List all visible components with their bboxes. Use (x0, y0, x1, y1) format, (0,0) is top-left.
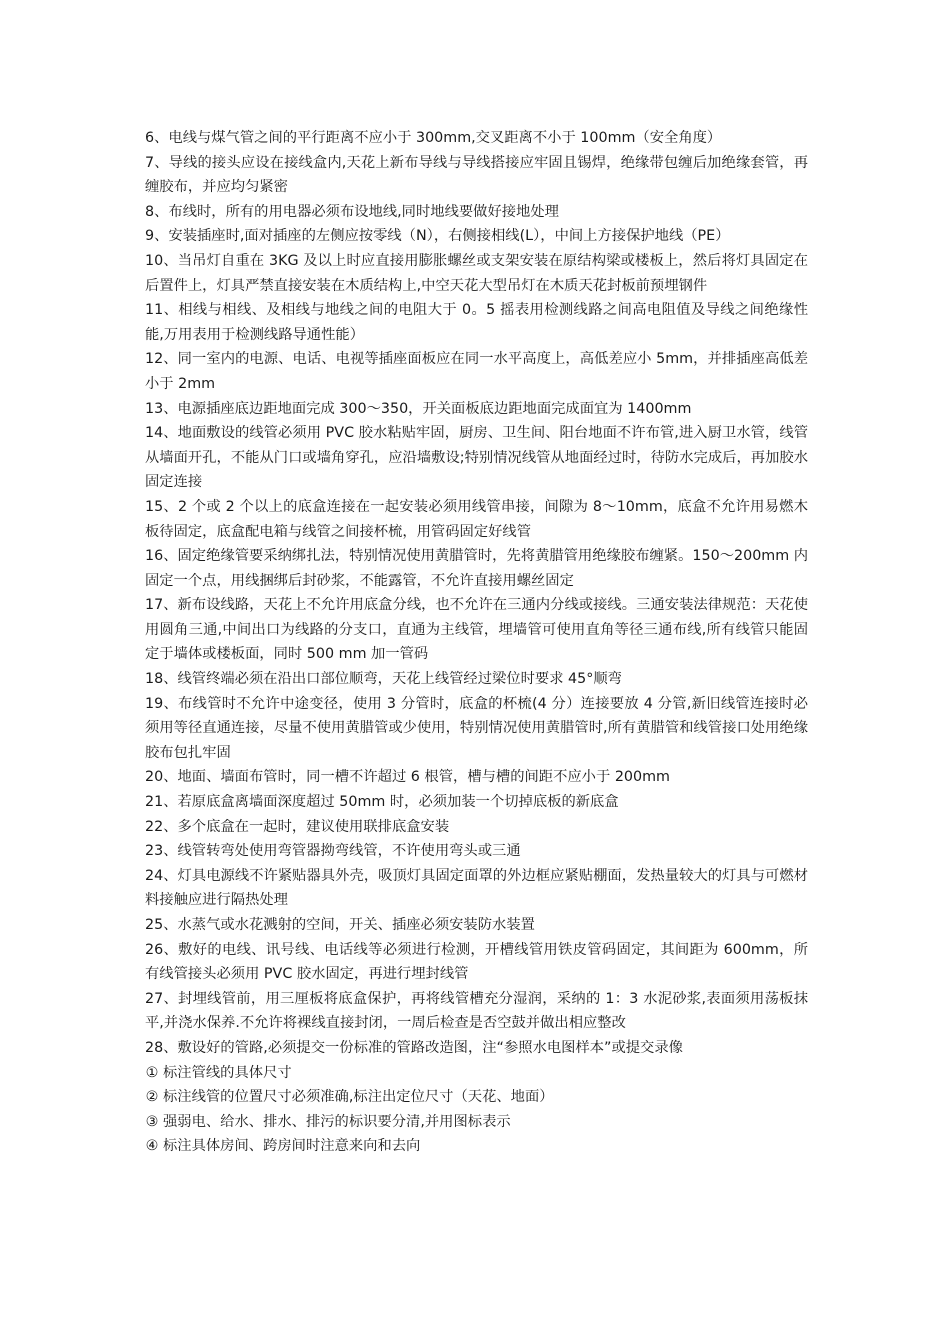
paragraph-item-8: 8、布线时，所有的用电器必须布设地线,同时地线要做好接地处理 (145, 203, 559, 220)
circled-number-marker: ③ (145, 1113, 159, 1130)
list-item-text: 标注具体房间、跨房间时注意来向和去向 (163, 1138, 421, 1155)
document-body (145, 126, 808, 1159)
paragraph-item-25: 25、水蒸气或水花溅射的空间，开关、插座必须安装防水装置 (145, 917, 535, 933)
paragraph-item-22: 22、多个底盒在一起时，建议使用联排底盒安装 (145, 818, 450, 835)
paragraph-item-24: 24、灯具电源线不许紧贴器具外壳，吸顶灯具固定面罩的外边框应紧贴棚面，发热量较大的灯具与可燃材料接触应进行隔热处理 (145, 867, 808, 909)
paragraph-item-13: 13、电源插座底边距地面完成 300～350，开关面板底边距地面完成面宜为 1400mm (145, 400, 692, 417)
list-item (145, 1134, 808, 1159)
list-item (145, 1085, 808, 1110)
paragraph-item-27: 27、封埋线管前，用三厘板将底盒保护，再将线管槽充分湿润，采纳的 1：3 水泥砂浆,表面须用荡板抹平,并浇水保养.不允许将裸线直接封闭，一周后检查是否空鼓并做出相应整改 (145, 990, 808, 1032)
list-item-text: 标注线管的位置尺寸必须准确,标注出定位尺寸（天花、地面） (163, 1089, 554, 1106)
paragraph-item-15: 15、2 个或 2 个以上的底盒连接在一起安装必须用线管串接，间隙为 8～10mm，底盒不允许用易燃木板待固定，底盒配电箱与线管之间接杯梳，用管码固定好线管 (145, 498, 808, 540)
paragraph-item-26: 26、敷好的电线、讯号线、电话线等必须进行检测，开槽线管用铁皮管码固定，其间距为 600mm，所有线管接头必须用 PVC 胶水固定，再进行埋封线管 (145, 941, 808, 983)
list-item (145, 1110, 808, 1135)
paragraph-item-11: 11、相线与相线、及相线与地线之间的电阻大于 0。5 摇表用检测线路之间高电阻值及导线之间绝缘性能,万用表用于检测线路导通性能） (145, 302, 808, 343)
paragraph-item-12: 12、同一室内的电源、电话、电视等插座面板应在同一水平高度上，高低差应小 5mm，并排插座高低差小于 2mm (145, 351, 808, 392)
paragraph-item-23: 23、线管转弯处使用弯管器拗弯线管，不许使用弯头或三通 (145, 843, 521, 860)
list-item-text: 标注管线的具体尺寸 (163, 1064, 292, 1081)
paragraph-item-14: 14、地面敷设的线管必须用 PVC 胶水粘贴牢固，厨房、卫生间、阳台地面不许布管,进入厨卫水管，线管从墙面开孔，不能从门口或墙角穿孔，应沿墙敷设;特别情况线管从地面经过时，待防水完成后，再加胶水固定连接 (145, 425, 808, 491)
circled-number-marker: ④ (145, 1138, 159, 1155)
paragraph-item-7: 7、导线的接头应设在接线盒内,天花上新布导线与导线搭接应牢固且锡焊，绝缘带包缠后加绝缘套管，再缠胶布，并应均匀紧密 (145, 154, 808, 196)
paragraph-item-21: 21、若原底盒离墙面深度超过 50mm 时，必须加装一个切掉底板的新底盒 (145, 794, 619, 811)
paragraph-item-9: 9、安装插座时,面对插座的左侧应按零线（N），右侧接相线(L），中间上方接保护地线（PE） (145, 228, 730, 245)
paragraph-item-10: 10、当吊灯自重在 3KG 及以上时应直接用膨胀螺丝或支架安装在原结构梁或楼板上，然后将灯具固定在后置件上，灯具严禁直接安装在木质结构上,中空天花大型吊灯在木质天花封板前预埋钢件 (145, 252, 808, 294)
paragraph-item-6: 6、电线与煤气管之间的平行距离不应小于 300mm,交叉距离不小于 100mm（安全角度） (145, 130, 722, 146)
paragraph-item-19: 19、布线管时不允许中途变径，使用 3 分管时，底盒的杯梳(4 分）连接要放 4 分管,新旧线管连接时必须用等径直通连接，尽量不使用黄腊管或少使用，特别情况使用黄腊管时,所有黄腊管和线管接口处用绝缘胶布包扎牢固 (145, 695, 808, 761)
paragraph-item-17: 17、新布设线路，天花上不允许用底盒分线，也不允许在三通内分线或接线。三通安装法律规范：天花使用圆角三通,中间出口为线路的分支口，直通为主线管，埋墙管可使用直角等径三通布线,所有线管只能固定于墙体或楼板面，同时 500 mm 加一管码 (145, 597, 808, 663)
list-item (145, 1061, 808, 1086)
annotation-requirements-list (145, 1061, 808, 1159)
circled-number-marker: ② (145, 1089, 159, 1106)
list-item-text: 强弱电、给水、排水、排污的标识要分清,并用图标表示 (163, 1113, 511, 1130)
paragraph-item-28: 28、敷设好的管路,必须提交一份标准的管路改造图，注“参照水电图样本”或提交录像 (145, 1039, 683, 1056)
paragraph-item-18: 18、线管终端必须在沿出口部位顺弯，天花上线管经过梁位时要求 45°顺弯 (145, 671, 622, 688)
paragraph-item-16: 16、固定绝缘管要采纳绑扎法，特别情况使用黄腊管时，先将黄腊管用绝缘胶布缠紧。150～200mm 内固定一个点，用线捆绑后封砂浆，不能露管，不允许直接用螺丝固定 (145, 548, 808, 589)
circled-number-marker: ① (145, 1064, 159, 1081)
paragraph-item-20: 20、地面、墙面布管时，同一槽不许超过 6 根管，槽与槽的间距不应小于 200mm (145, 769, 670, 786)
